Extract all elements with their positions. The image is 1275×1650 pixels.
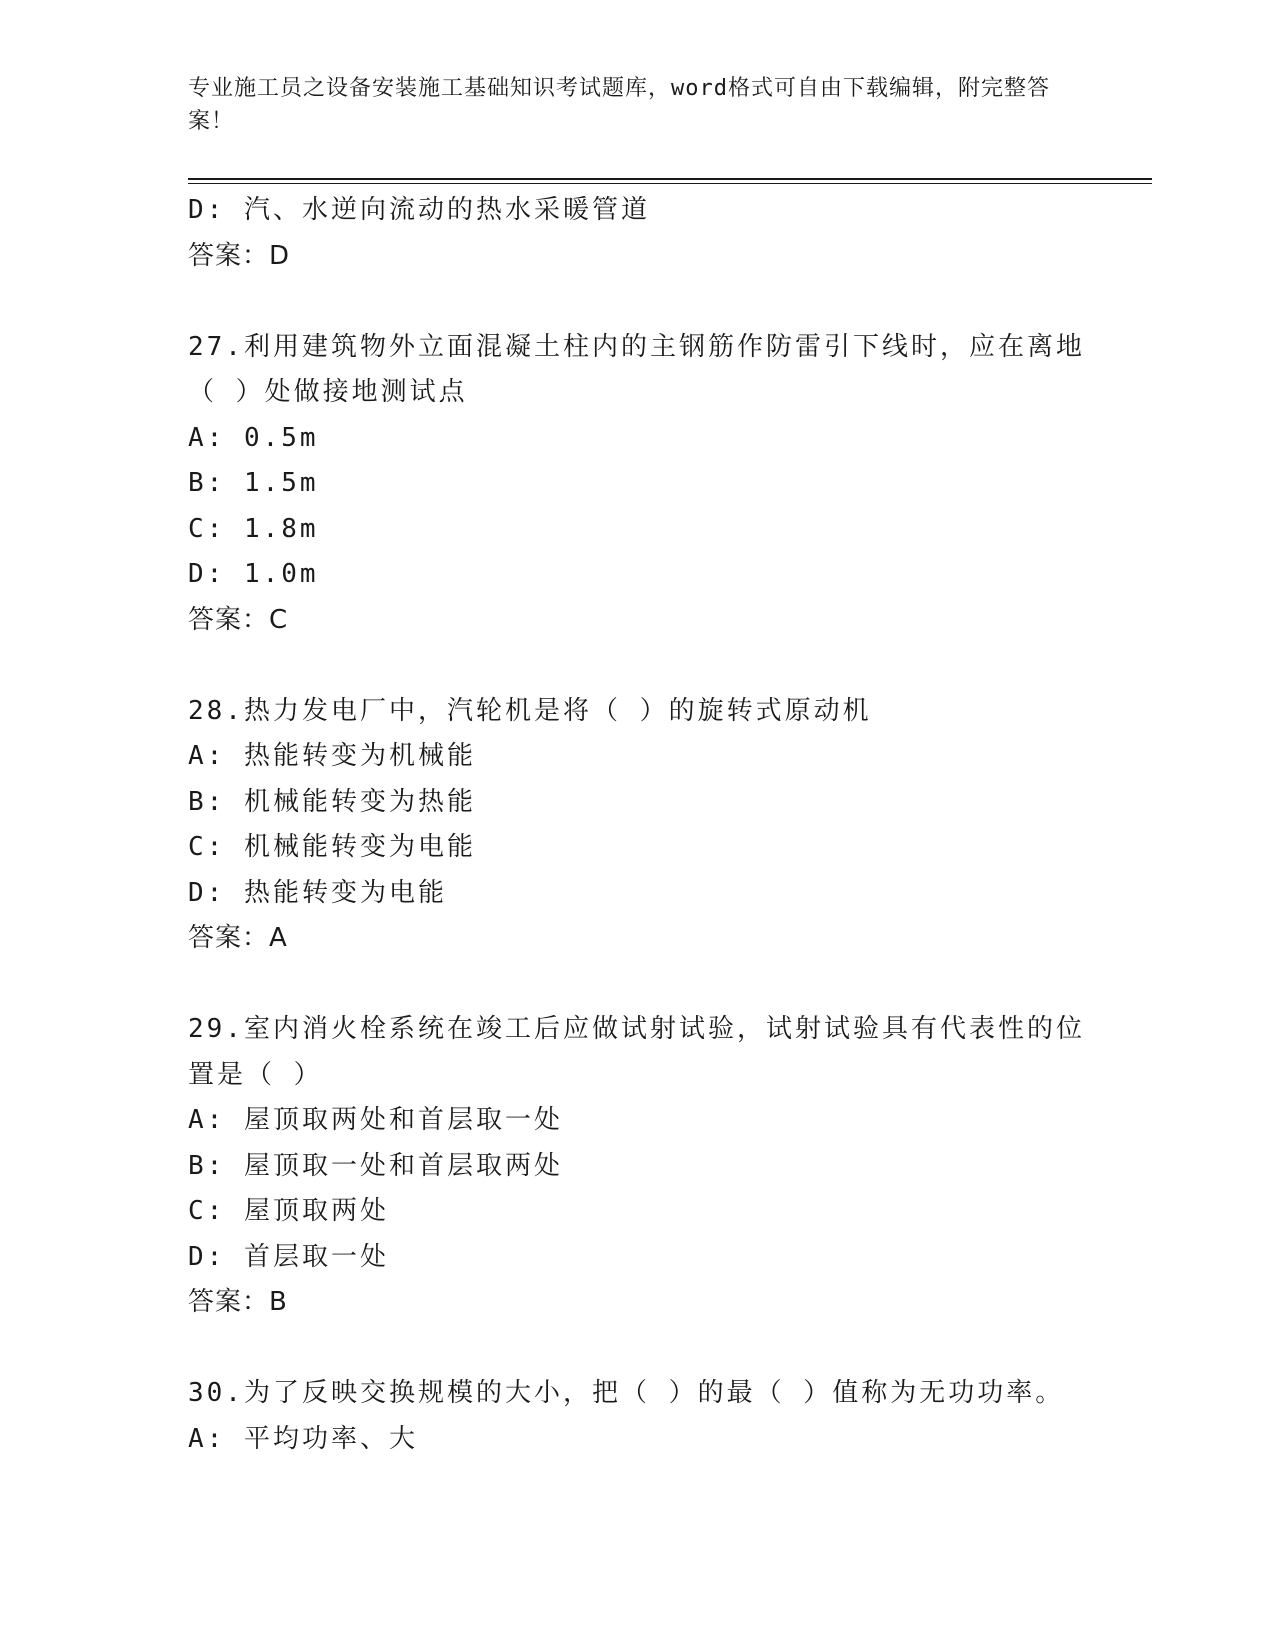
question-29-option-a: A: 屋顶取两处和首层取一处 [188, 1105, 563, 1135]
question-29-answer: 答案：B [188, 1287, 288, 1317]
question-27-option-d: D: 1.0m [188, 559, 319, 589]
question-28-option-b: B: 机械能转变为热能 [188, 786, 476, 817]
question-28-answer: 答案：A [188, 923, 288, 953]
question-28-option-c: C: 机械能转变为电能 [188, 832, 476, 862]
question-29-stem: 29.室内消火栓系统在竣工后应做试射试验，试射试验具有代表性的位置是（ ） [188, 1014, 1085, 1090]
question-27-stem: 27.利用建筑物外立面混凝土柱内的主钢筋作防雷引下线时，应在离地（ ）处做接地测试点 [188, 331, 1085, 407]
question-28-option-d: D: 热能转变为电能 [188, 877, 447, 908]
question-29-option-d: D: 首层取一处 [188, 1241, 389, 1272]
header-divider-thin [188, 183, 1152, 184]
header-divider-thick [188, 178, 1152, 180]
prev-answer: 答案：D [188, 240, 291, 271]
question-28-stem: 28.热力发电厂中，汽轮机是将（ ）的旋转式原动机 [188, 695, 872, 726]
question-27-option-b: B: 1.5m [188, 468, 319, 498]
document-header: 专业施工员之设备安装施工基础知识考试题库，word格式可自由下载编辑，附完整答案！ [188, 76, 1050, 134]
question-27-option-c: C: 1.8m [188, 513, 319, 544]
question-30-stem: 30.为了反映交换规模的大小，把（ ）的最（ ）值称为无功功率。 [188, 1378, 1065, 1408]
question-30-option-a: A: 平均功率、大 [188, 1423, 418, 1454]
question-29-option-c: C: 屋顶取两处 [188, 1196, 389, 1226]
question-27-answer: 答案：C [188, 604, 289, 635]
question-list [188, 188, 1088, 1462]
question-27-option-a: A: 0.5m [188, 422, 319, 453]
prev-option-d: D: 汽、水逆向流动的热水采暖管道 [188, 195, 650, 225]
question-28-option-a: A: 热能转变为机械能 [188, 741, 476, 771]
question-29-option-b: B: 屋顶取一处和首层取两处 [188, 1150, 563, 1181]
